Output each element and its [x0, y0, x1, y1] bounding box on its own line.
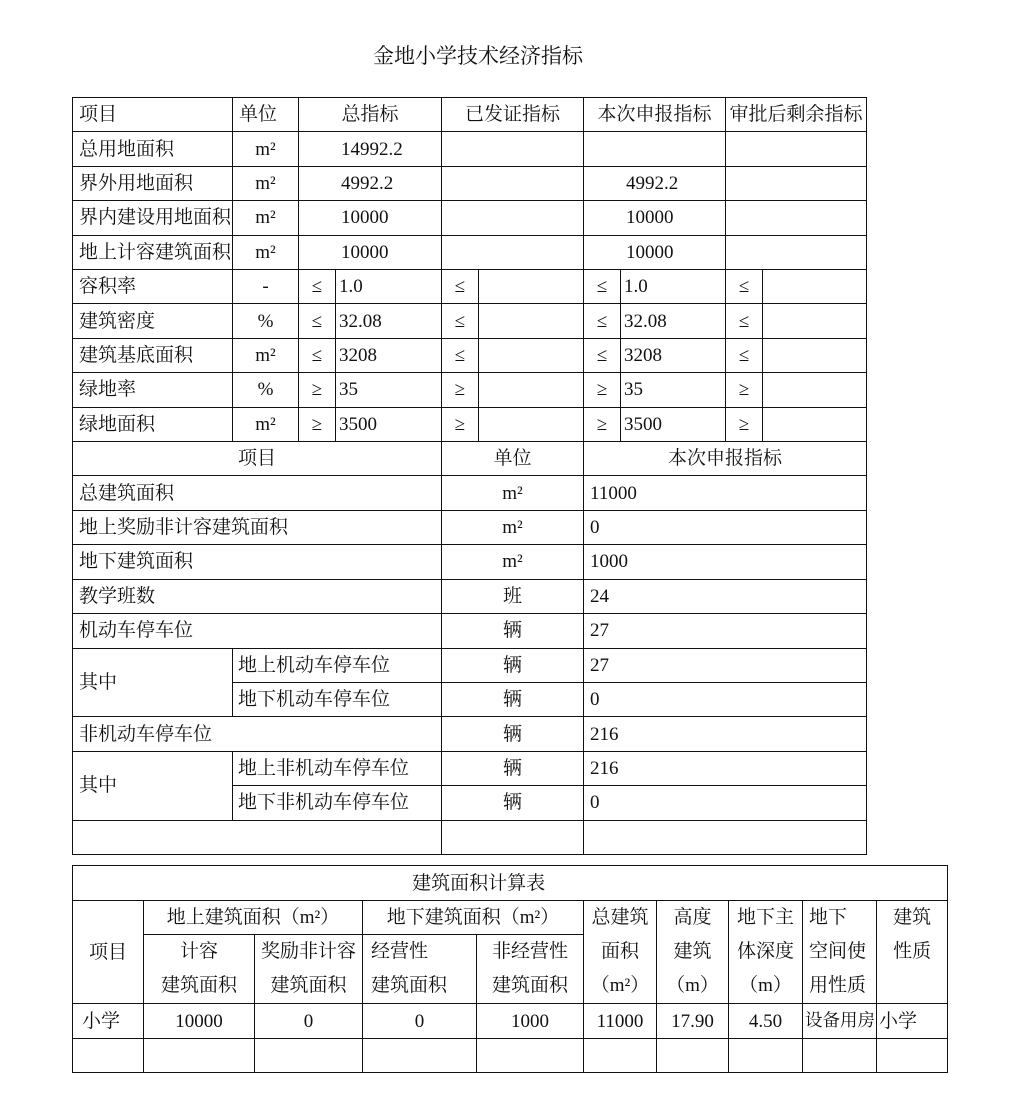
area-header-above-far [144, 935, 255, 1004]
summary-item: 教学班数 [73, 579, 442, 613]
header-line: 建筑 [673, 941, 712, 962]
total-value: 3500 [336, 407, 442, 441]
building-area-calculation-table [72, 865, 948, 1073]
area-total: 11000 [584, 1004, 657, 1039]
unit: m² [233, 166, 299, 200]
header-line: 建筑 [893, 907, 932, 928]
bounded-indicator-row [73, 270, 867, 304]
breakdown-value: 27 [584, 648, 867, 682]
summary-unit: m² [442, 476, 584, 510]
issued-value [479, 373, 584, 407]
area-data-row [73, 1004, 948, 1039]
current-operator: ≥ [584, 373, 621, 407]
area-header-height [657, 901, 729, 1004]
header-line: 体深度 [736, 941, 794, 962]
item-name: 绿地面积 [73, 407, 233, 441]
area-header-below-ground: 地下建筑面积（m²） [363, 901, 584, 935]
current-value: 10000 [584, 235, 726, 269]
area-height: 17.90 [657, 1004, 729, 1039]
header-remaining: 审批后剩余指标 [726, 98, 867, 132]
remaining-operator: ≤ [726, 338, 763, 372]
document-title: 金地小学技术经济指标 [373, 44, 583, 68]
area-below-commercial: 0 [363, 1004, 477, 1039]
total-value: 10000 [299, 201, 442, 235]
area-table-title: 建筑面积计算表 [73, 866, 948, 901]
item-name: 绿地率 [73, 373, 233, 407]
empty-cell [73, 820, 442, 854]
total-value: 1.0 [336, 270, 442, 304]
empty-cell [73, 1039, 144, 1073]
indicator-row [73, 132, 867, 166]
empty-cell [584, 1039, 657, 1073]
header-line: 面积 [600, 941, 639, 962]
indicator-row [73, 201, 867, 235]
header-line: 计容 [179, 941, 218, 962]
issued-operator: ≥ [442, 373, 479, 407]
header-line: （m） [666, 975, 719, 996]
empty-cell [144, 1039, 255, 1073]
summary-row [73, 579, 867, 613]
issued-value [442, 235, 584, 269]
summary-item: 机动车停车位 [73, 614, 442, 648]
header-item: 项目 [73, 98, 233, 132]
issued-operator: ≤ [442, 338, 479, 372]
area-header-item: 项目 [73, 901, 144, 1004]
area-underground-use: 设备用房 [803, 1004, 877, 1039]
current-operator: ≤ [584, 304, 621, 338]
area-depth: 4.50 [729, 1004, 803, 1039]
issued-value [479, 338, 584, 372]
summary-row [73, 614, 867, 648]
header-line: 建筑面积 [160, 975, 237, 996]
issued-value [442, 166, 584, 200]
summary-header-value: 本次申报指标 [584, 442, 867, 476]
breakdown-unit: 辆 [442, 682, 584, 716]
summary-item: 非机动车停车位 [73, 717, 442, 751]
total-operator: ≤ [299, 338, 336, 372]
empty-cell [363, 1039, 477, 1073]
summary-value: 216 [584, 717, 867, 751]
total-value: 3208 [336, 338, 442, 372]
current-value [584, 132, 726, 166]
header-issued: 已发证指标 [442, 98, 584, 132]
header-line: 经营性 [371, 941, 429, 962]
issued-value [442, 201, 584, 235]
item-name: 界外用地面积 [73, 166, 233, 200]
nonmotor-breakdown-label: 其中 [73, 751, 233, 820]
unit: m² [233, 201, 299, 235]
empty-cell [477, 1039, 584, 1073]
summary-value: 1000 [584, 545, 867, 579]
area-table-title-row [73, 866, 948, 901]
total-operator: ≥ [299, 373, 336, 407]
area-header-above-bonus [255, 935, 363, 1004]
current-value: 3208 [621, 338, 726, 372]
header-line: 地下 [809, 907, 848, 928]
summary-row [73, 545, 867, 579]
total-operator: ≤ [299, 270, 336, 304]
summary-item: 地下建筑面积 [73, 545, 442, 579]
breakdown-value: 0 [584, 682, 867, 716]
unit: m² [233, 338, 299, 372]
bounded-indicator-row [73, 373, 867, 407]
total-operator: ≥ [299, 407, 336, 441]
breakdown-value: 0 [584, 786, 867, 820]
summary-value: 24 [584, 579, 867, 613]
item-name: 建筑密度 [73, 304, 233, 338]
summary-unit: 班 [442, 579, 584, 613]
empty-cell [729, 1039, 803, 1073]
remaining-value [763, 270, 867, 304]
nonmotor-breakdown-row [73, 751, 867, 785]
empty-row [73, 820, 867, 854]
summary-row [73, 476, 867, 510]
summary-row [73, 717, 867, 751]
header-unit: 单位 [233, 98, 299, 132]
remaining-value [763, 338, 867, 372]
summary-unit: m² [442, 545, 584, 579]
remaining-operator: ≥ [726, 407, 763, 441]
area-header-building-type [877, 901, 948, 1004]
current-value: 3500 [621, 407, 726, 441]
remaining-value [763, 407, 867, 441]
area-header-above-ground: 地上建筑面积（m²） [144, 901, 363, 935]
current-operator: ≥ [584, 407, 621, 441]
header-line: 非经营性 [491, 941, 568, 962]
remaining-operator: ≤ [726, 304, 763, 338]
summary-unit: 辆 [442, 717, 584, 751]
header-line: 总建筑 [591, 907, 649, 928]
indicator-header-row [73, 98, 867, 132]
header-line: 空间使 [809, 941, 867, 962]
header-line: 建筑面积 [371, 975, 448, 996]
bounded-indicator-row [73, 304, 867, 338]
unit: m² [233, 407, 299, 441]
area-above-far: 10000 [144, 1004, 255, 1039]
issued-value [479, 304, 584, 338]
area-header-depth [729, 901, 803, 1004]
unit: % [233, 373, 299, 407]
empty-cell [255, 1039, 363, 1073]
remaining-value [763, 373, 867, 407]
remaining-value [726, 132, 867, 166]
area-header-underground-use [803, 901, 877, 1004]
empty-cell [803, 1039, 877, 1073]
unit: % [233, 304, 299, 338]
indicator-row [73, 166, 867, 200]
summary-value: 0 [584, 510, 867, 544]
issued-operator: ≤ [442, 270, 479, 304]
header-line: （m²） [590, 975, 650, 996]
total-value: 32.08 [336, 304, 442, 338]
header-line: 建筑面积 [270, 975, 347, 996]
total-value: 14992.2 [299, 132, 442, 166]
total-value: 35 [336, 373, 442, 407]
bounded-indicator-row [73, 407, 867, 441]
header-current: 本次申报指标 [584, 98, 726, 132]
summary-row [73, 510, 867, 544]
summary-header-unit: 单位 [442, 442, 584, 476]
item-name: 容积率 [73, 270, 233, 304]
breakdown-unit: 辆 [442, 648, 584, 682]
remaining-value [726, 166, 867, 200]
item-name: 总用地面积 [73, 132, 233, 166]
current-value: 32.08 [621, 304, 726, 338]
area-empty-row [73, 1039, 948, 1073]
area-header-below-commercial [363, 935, 477, 1004]
breakdown-value: 216 [584, 751, 867, 785]
area-below-noncommercial: 1000 [477, 1004, 584, 1039]
unit: m² [233, 235, 299, 269]
area-header-below-noncommercial [477, 935, 584, 1004]
header-line: 建筑面积 [491, 975, 568, 996]
area-header-total-area [584, 901, 657, 1004]
header-line: （m） [739, 975, 792, 996]
remaining-value [763, 304, 867, 338]
current-value: 4992.2 [584, 166, 726, 200]
item-name: 地上计容建筑面积 [73, 235, 233, 269]
breakdown-unit: 辆 [442, 786, 584, 820]
bounded-indicator-row [73, 338, 867, 372]
issued-value [442, 132, 584, 166]
current-value: 1.0 [621, 270, 726, 304]
empty-cell [442, 820, 584, 854]
summary-value: 11000 [584, 476, 867, 510]
current-operator: ≤ [584, 338, 621, 372]
motor-breakdown-row [73, 648, 867, 682]
issued-operator: ≥ [442, 407, 479, 441]
summary-unit: m² [442, 510, 584, 544]
indicator-row [73, 235, 867, 269]
area-item: 小学 [73, 1004, 144, 1039]
item-name: 界内建设用地面积 [73, 201, 233, 235]
total-value: 10000 [299, 235, 442, 269]
header-line: 高度 [673, 907, 712, 928]
motor-breakdown-label: 其中 [73, 648, 233, 717]
remaining-value [726, 235, 867, 269]
remaining-value [726, 201, 867, 235]
issued-value [479, 270, 584, 304]
remaining-operator: ≥ [726, 373, 763, 407]
technical-economic-indicator-table [72, 97, 867, 855]
empty-cell [657, 1039, 729, 1073]
total-operator: ≤ [299, 304, 336, 338]
issued-value [479, 407, 584, 441]
header-line: 性质 [893, 941, 932, 962]
header-total: 总指标 [299, 98, 442, 132]
breakdown-item: 地下非机动车停车位 [233, 786, 442, 820]
summary-item: 地上奖励非计容建筑面积 [73, 510, 442, 544]
current-value: 10000 [584, 201, 726, 235]
summary-unit: 辆 [442, 614, 584, 648]
summary-item: 总建筑面积 [73, 476, 442, 510]
breakdown-unit: 辆 [442, 751, 584, 785]
header-line: 用性质 [809, 975, 867, 996]
area-above-bonus: 0 [255, 1004, 363, 1039]
summary-value: 27 [584, 614, 867, 648]
summary-header-row [73, 442, 867, 476]
breakdown-item: 地上非机动车停车位 [233, 751, 442, 785]
area-building-type: 小学 [877, 1004, 948, 1039]
breakdown-item: 地上机动车停车位 [233, 648, 442, 682]
breakdown-item: 地下机动车停车位 [233, 682, 442, 716]
header-line: 地下主 [736, 907, 794, 928]
summary-header-item: 项目 [73, 442, 442, 476]
area-header-row-1 [73, 901, 948, 935]
remaining-operator: ≤ [726, 270, 763, 304]
item-name: 建筑基底面积 [73, 338, 233, 372]
unit: - [233, 270, 299, 304]
current-value: 35 [621, 373, 726, 407]
unit: m² [233, 132, 299, 166]
total-value: 4992.2 [299, 166, 442, 200]
current-operator: ≤ [584, 270, 621, 304]
issued-operator: ≤ [442, 304, 479, 338]
header-line: 奖励非计容 [260, 941, 356, 962]
empty-cell [877, 1039, 948, 1073]
empty-cell [584, 820, 867, 854]
